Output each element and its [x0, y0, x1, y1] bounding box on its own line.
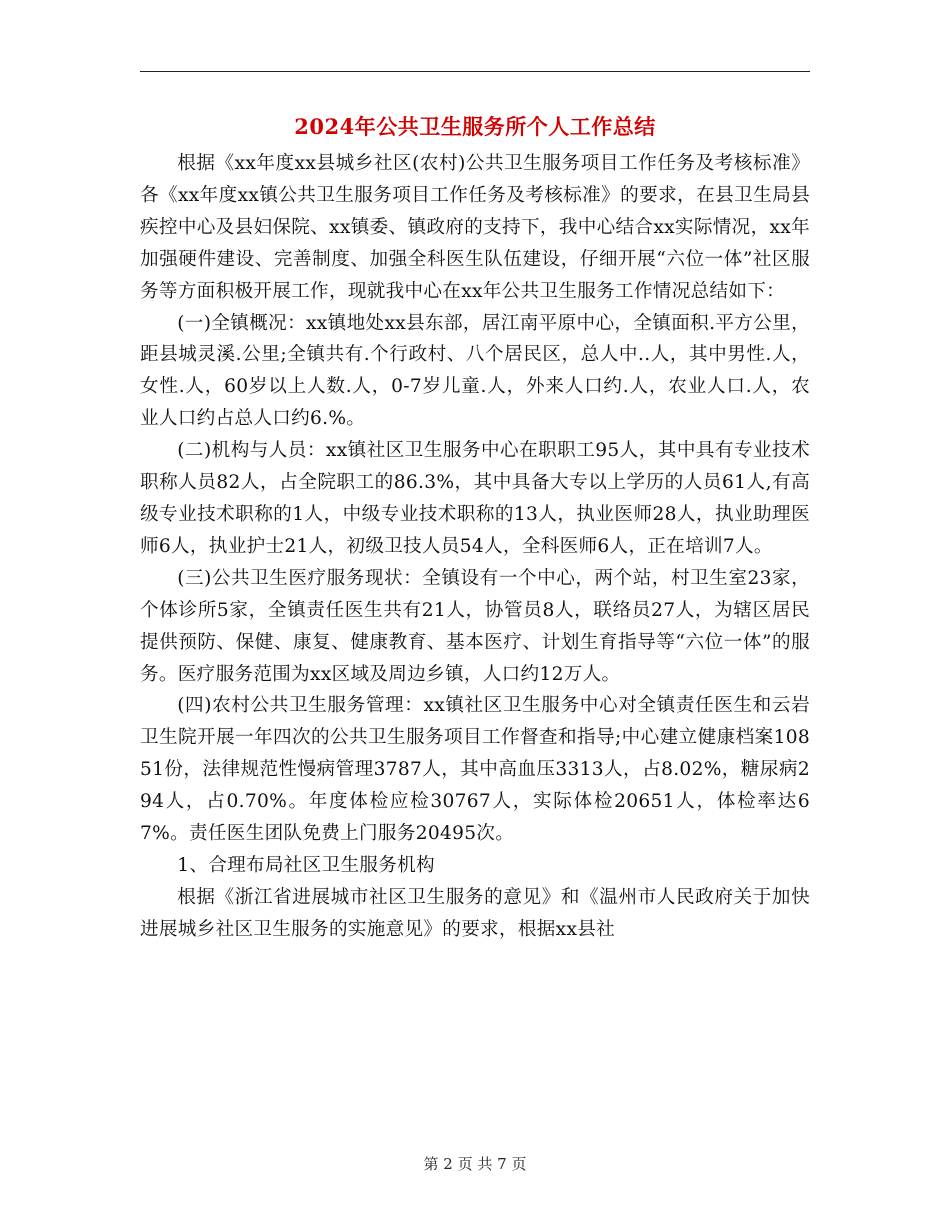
- document-body: [140, 148, 810, 946]
- paragraph-staff: (二)机构与人员：xx镇社区卫生服务中心在职职工95人，其中具有专业技术职称人员82人，占全院职工的86.3%，其中具备大专以上学历的人员61人,有高级专业技术职称的1人，中级专业技术职称的13人，执业医师28人，执业助理医师6人，执业护士21人，初级卫技人员54人，全科医师6人，正在培训7人。: [140, 440, 810, 557]
- paragraph-management: (四)农村公共卫生服务管理：xx镇社区卫生服务中心对全镇责任医生和云岩卫生院开展一年四次的公共卫生服务项目工作督查和指导;中心建立健康档案10851份，法律规范性慢病管理3787人，其中高血压3313人，占8.02%，糖尿病294人，占0.70%。年度体检应检30767人，实际体检20651人，体检率达67%。责任医生团队免费上门服务20495次。: [140, 695, 810, 845]
- page-number: 第 2 页 共 7 页: [423, 1155, 527, 1173]
- header-divider: [140, 71, 810, 72]
- paragraph-intro: 根据《xx年度xx县城乡社区(农村)公共卫生服务项目工作任务及考核标准》各《xx年度xx镇公共卫生服务项目工作任务及考核标准》的要求，在县卫生局县疾控中心及县妇保院、xx镇委、镇政府的支持下，我中心结合xx实际情况，xx年加强硬件建设、完善制度、加强全科医生队伍建设，仔细开展“六位一体”社区服务等方面积极开展工作，现就我中心在xx年公共卫生服务工作情况总结如下：: [140, 153, 810, 302]
- paragraph-services: (三)公共卫生医疗服务现状：全镇设有一个中心，两个站，村卫生室23家，个体诊所5家，全镇责任医生共有21人，协管员8人，联络员27人，为辖区居民提供预防、保健、康复、健康教育、基本医疗、计划生育指导等“六位一体”的服务。医疗服务范围为xx区域及周边乡镇，人口约12万人。: [140, 567, 810, 685]
- page-footer: [0, 1152, 950, 1176]
- page-title: 2024年公共卫生服务所个人工作总结: [294, 114, 656, 139]
- section-heading-layout: 1、合理布局社区卫生服务机构: [177, 854, 435, 876]
- paragraph-overview: (一)全镇概况：xx镇地处xx县东部，居江南平原中心，全镇面积.平方公里，距县城灵溪.公里;全镇共有.个行政村、八个居民区，总人中..人，其中男性.人，女性.人，60岁以上人数.人，0-7岁儿童.人，外来人口约.人，农业人口.人，农业人口约占总人口约6.%。: [140, 312, 810, 430]
- paragraph-layout: 根据《浙江省进展城市社区卫生服务的意见》和《温州市人民政府关于加快进展城乡社区卫生服务的实施意见》的要求，根据xx县社: [140, 886, 810, 940]
